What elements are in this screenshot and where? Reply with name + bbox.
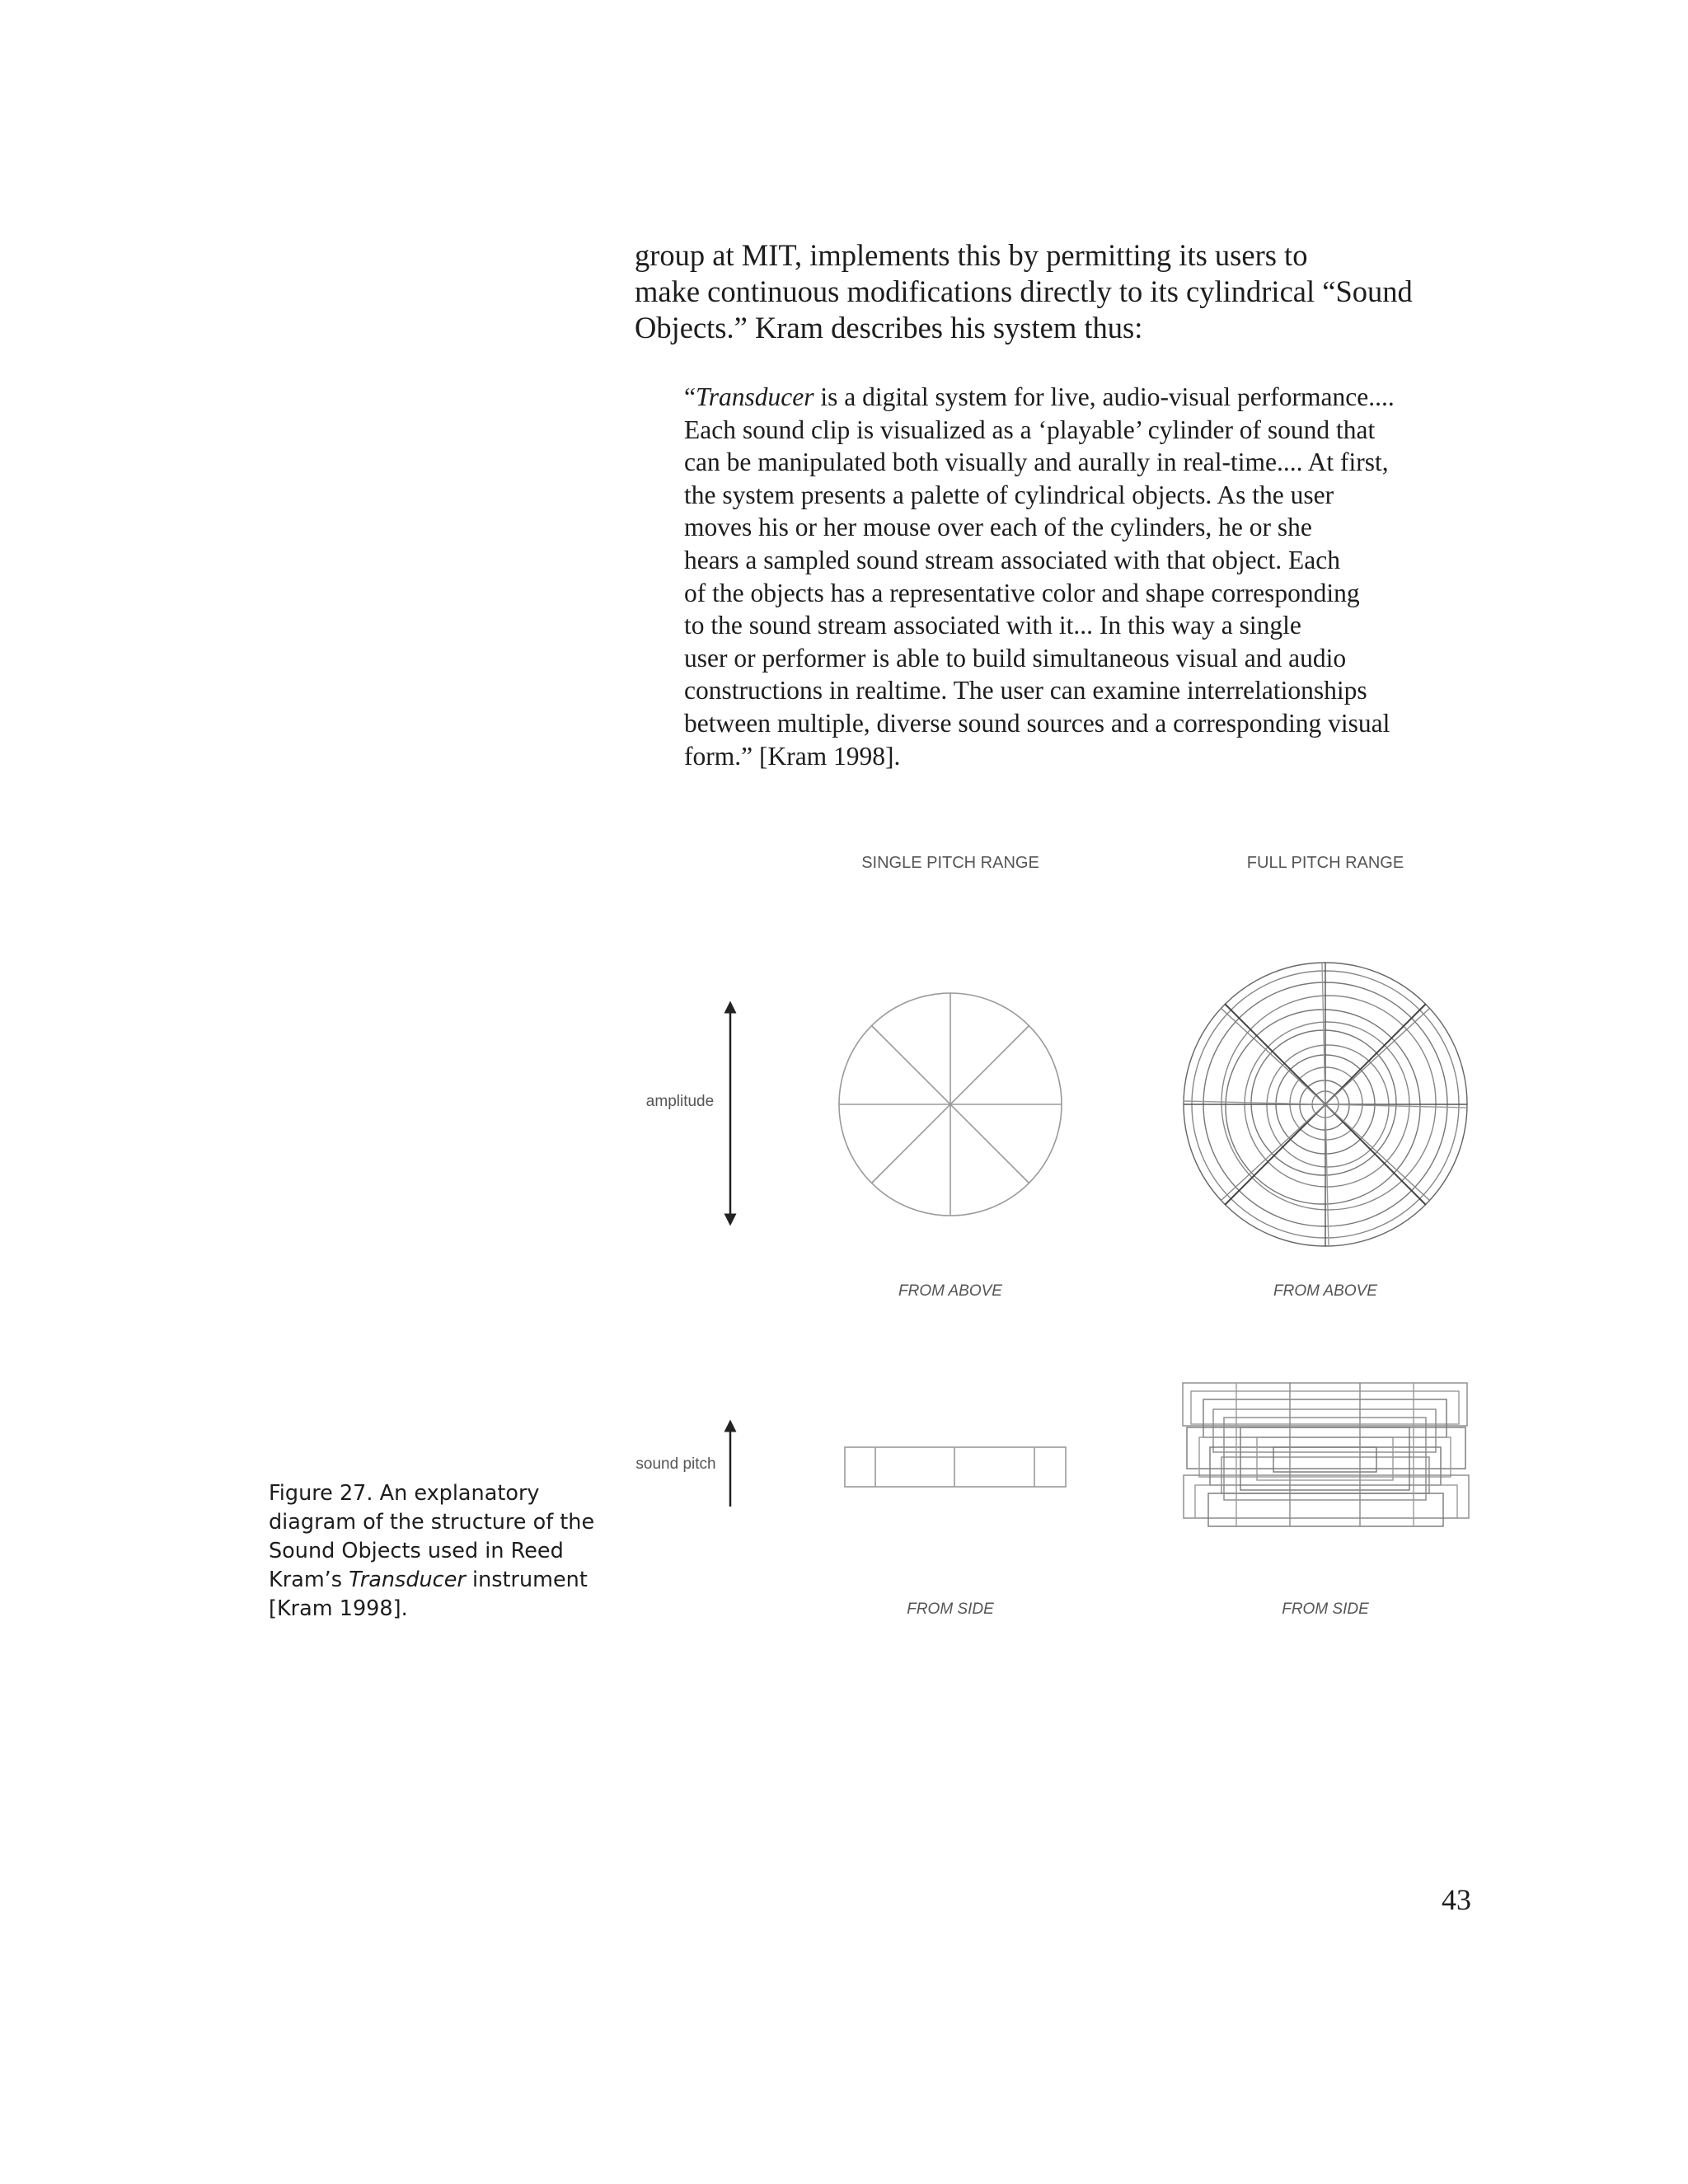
header-single-pitch: SINGLE PITCH RANGE [861, 854, 1039, 872]
body-paragraph [635, 237, 1467, 346]
sound-objects-diagram [626, 841, 1484, 1648]
page-number: 43 [1442, 1883, 1471, 1916]
quote-line: Each sound clip is visualized as a ‘playable’ cylinder of sound that [684, 415, 1376, 444]
caption-title: Transducer [349, 1568, 466, 1592]
quote-line: hears a sampled sound stream associated with that object. Each [684, 545, 1340, 574]
caption-line [269, 1566, 598, 1595]
quote-line: between multiple, diverse sound sources and a corresponding visual [684, 708, 1390, 738]
quote-line: moves his or her mouse over each of the cylinders, he or she [684, 513, 1312, 542]
quote-line: can be manipulated both visually and aurally in real-time.... At first, [684, 448, 1389, 477]
quote-open-mark: “ [684, 382, 696, 411]
quote-line: user or performer is able to build simultaneous visual and audio [684, 643, 1347, 673]
caption-line: Figure 27. An explanatory [269, 1481, 540, 1506]
body-line: make continuous modifications directly to its cylindrical “Sound [635, 274, 1413, 308]
caption-line4-pre: Kram’s [269, 1568, 349, 1592]
from-side-label-1: FROM SIDE [907, 1601, 994, 1618]
single-pitch-side-view [845, 1447, 1066, 1487]
caption-line: Sound Objects used in Reed [269, 1539, 564, 1563]
quote-line: the system presents a palette of cylindrical objects. As the user [684, 480, 1334, 509]
quote-first-line: is a digital system for live, audio-visual performance.... [814, 382, 1395, 411]
figure-caption [269, 1479, 598, 1624]
diagram-svg [626, 841, 1484, 1648]
from-side-label-2: FROM SIDE [1282, 1601, 1369, 1618]
axis-amplitude-label: amplitude [645, 1093, 715, 1110]
block-quote [684, 381, 1475, 772]
from-above-label-2: FROM ABOVE [1273, 1282, 1377, 1300]
quote-line: of the objects has a representative color and shape corresponding [684, 578, 1360, 607]
from-above-label-1: FROM ABOVE [898, 1282, 1002, 1300]
quote-line: to the sound stream associated with it... In this way a single [684, 611, 1301, 640]
single-pitch-top-view [839, 993, 1062, 1216]
caption-line: diagram of the structure of the [269, 1510, 595, 1535]
body-line: Objects.” Kram describes his system thus: [635, 311, 1143, 344]
caption-line: [Kram 1998]. [269, 1596, 408, 1621]
quote-line: form.” [Kram 1998]. [684, 741, 901, 771]
axis-sound-pitch-label: sound pitch [635, 1455, 716, 1473]
header-full-pitch: FULL PITCH RANGE [1246, 854, 1404, 872]
caption-line4-post: instrument [465, 1568, 588, 1592]
quote-line: constructions in realtime. The user can examine interrelationships [684, 676, 1367, 705]
quote-title: Transducer [695, 382, 814, 411]
full-pitch-top-view [1184, 963, 1467, 1246]
body-line: group at MIT, implements this by permitting its users to [635, 238, 1308, 272]
quote-line [684, 381, 1475, 414]
full-pitch-side-view [1183, 1383, 1469, 1526]
